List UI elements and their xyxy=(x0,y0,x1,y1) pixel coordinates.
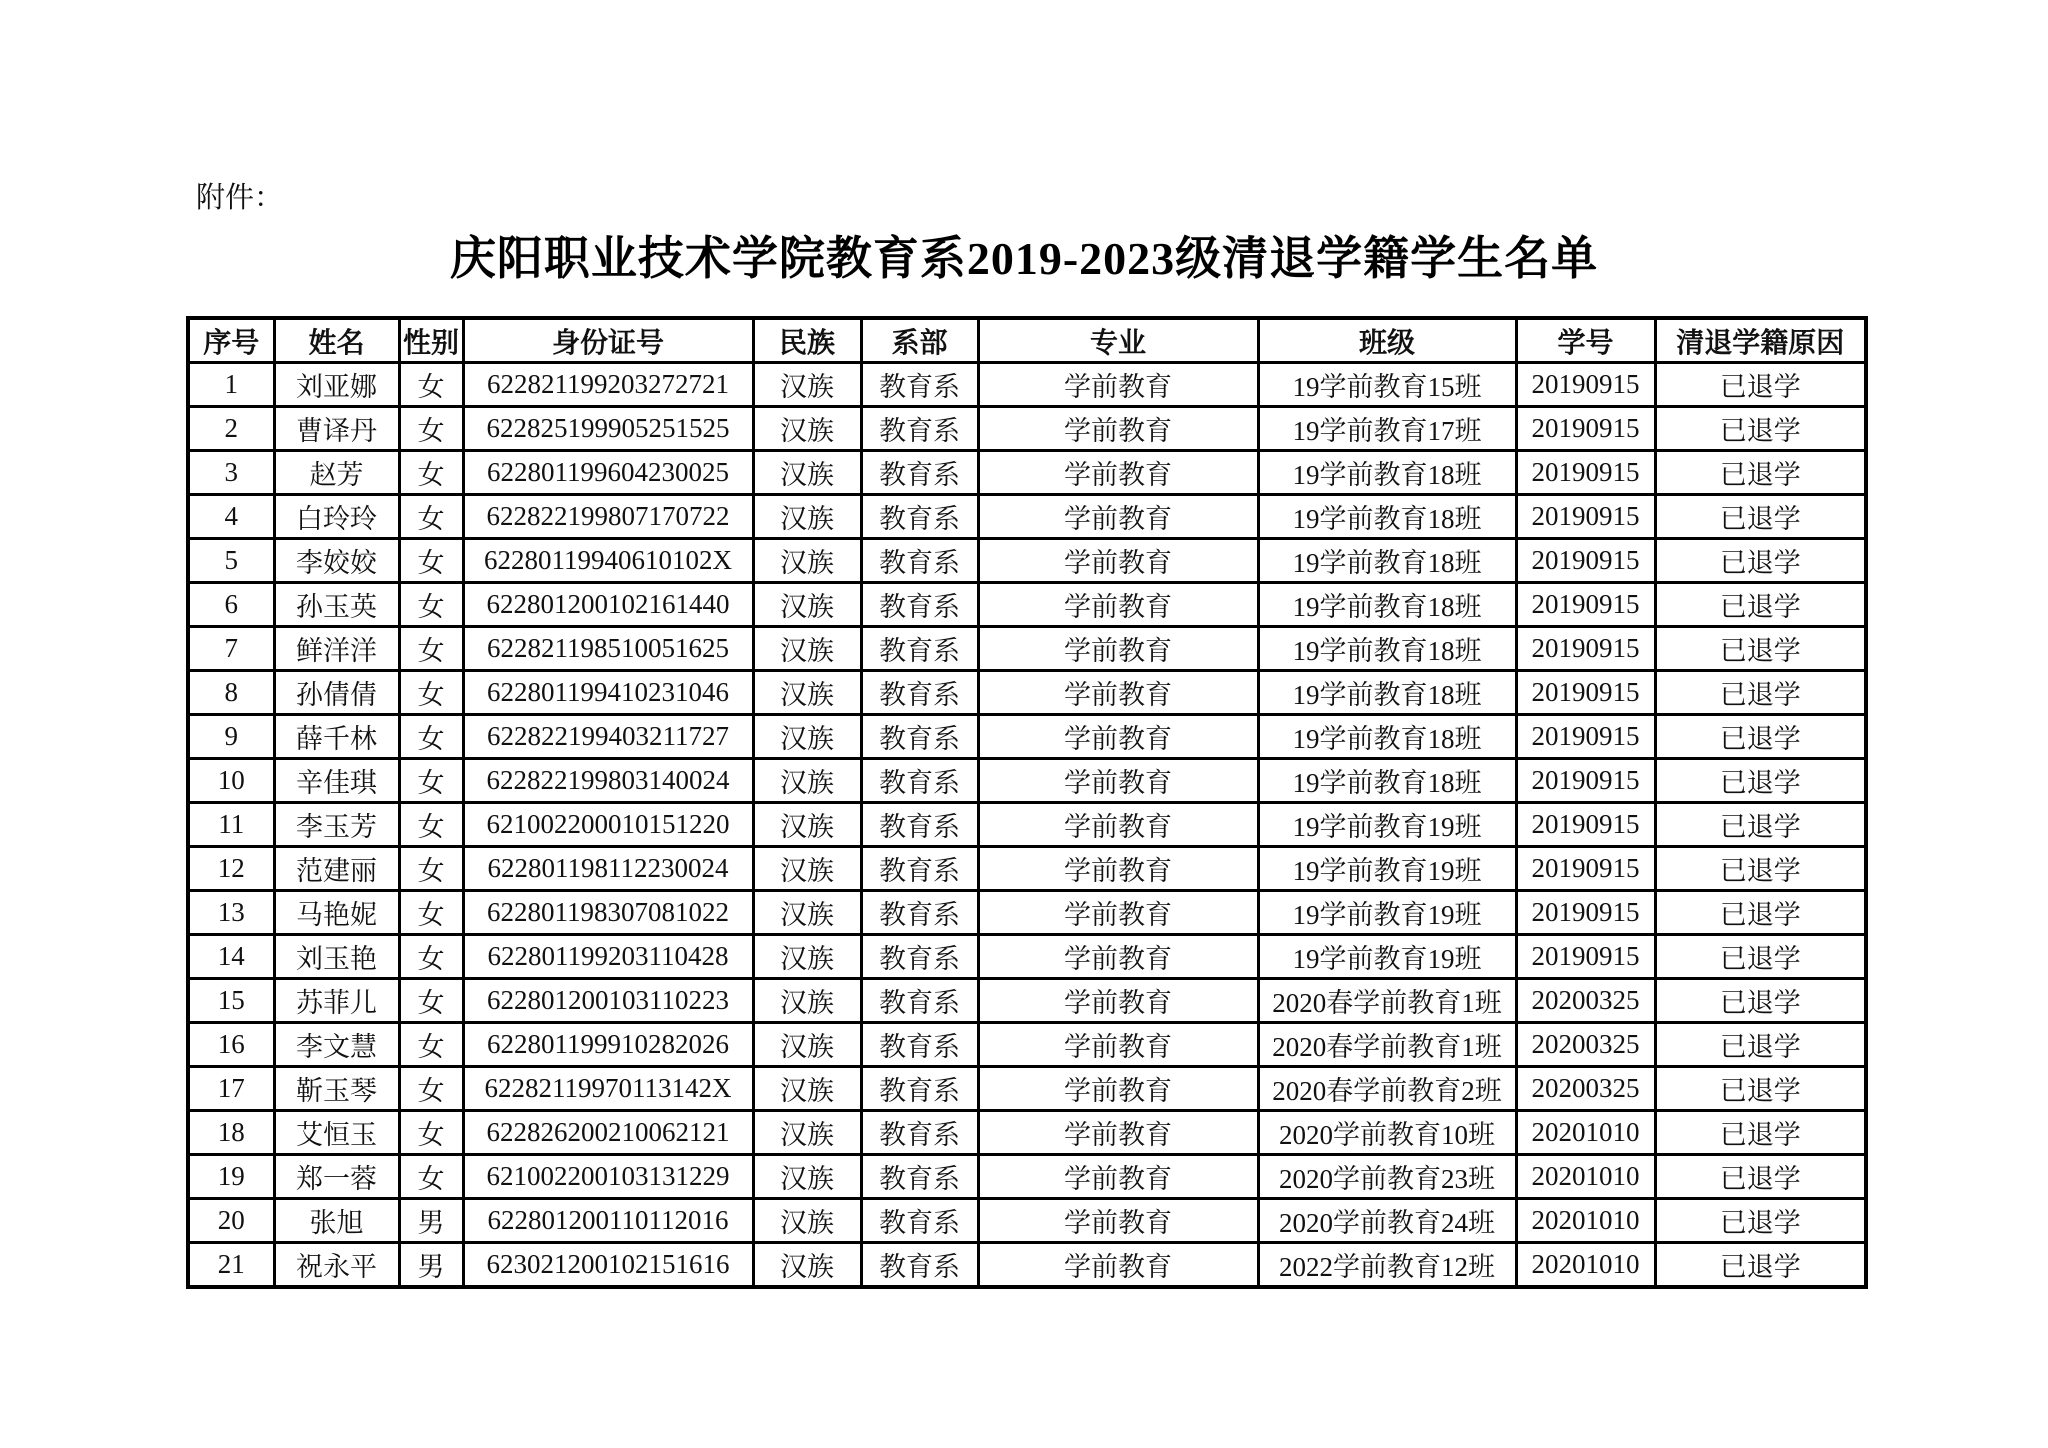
table-cell: 7 xyxy=(188,627,274,671)
table-cell: 祝永平 xyxy=(274,1243,399,1288)
table-cell: 622801199410231046 xyxy=(463,671,753,715)
table-cell: 学前教育 xyxy=(978,1111,1258,1155)
table-cell: 女 xyxy=(399,407,463,451)
table-cell: 汉族 xyxy=(753,539,861,583)
table-cell: 女 xyxy=(399,583,463,627)
table-cell: 教育系 xyxy=(861,451,978,495)
table-cell: 教育系 xyxy=(861,583,978,627)
table-cell: 已退学 xyxy=(1655,363,1866,407)
table-row xyxy=(188,1199,1866,1243)
table-cell: 苏菲儿 xyxy=(274,979,399,1023)
table-cell: 13 xyxy=(188,891,274,935)
table-cell: 8 xyxy=(188,671,274,715)
table-cell: 教育系 xyxy=(861,1243,978,1288)
table-cell: 学前教育 xyxy=(978,891,1258,935)
table-cell: 622801200102161440 xyxy=(463,583,753,627)
table-cell: 62280119940610102X xyxy=(463,539,753,583)
table-row xyxy=(188,803,1866,847)
table-cell: 12 xyxy=(188,847,274,891)
table-cell: 2020春学前教育2班 xyxy=(1258,1067,1516,1111)
table-cell: 汉族 xyxy=(753,979,861,1023)
table-cell: 学前教育 xyxy=(978,803,1258,847)
table-cell: 19学前教育18班 xyxy=(1258,583,1516,627)
table-cell: 学前教育 xyxy=(978,451,1258,495)
table-cell: 622825199905251525 xyxy=(463,407,753,451)
table-cell: 学前教育 xyxy=(978,979,1258,1023)
table-cell: 2 xyxy=(188,407,274,451)
table-cell: 16 xyxy=(188,1023,274,1067)
table-cell: 19学前教育18班 xyxy=(1258,759,1516,803)
table-cell: 女 xyxy=(399,935,463,979)
table-cell: 2020春学前教育1班 xyxy=(1258,1023,1516,1067)
table-cell: 17 xyxy=(188,1067,274,1111)
table-cell: 教育系 xyxy=(861,979,978,1023)
table-cell: 已退学 xyxy=(1655,979,1866,1023)
table-cell: 20190915 xyxy=(1516,495,1655,539)
table-cell: 汉族 xyxy=(753,1155,861,1199)
table-cell: 5 xyxy=(188,539,274,583)
table-cell: 2020学前教育23班 xyxy=(1258,1155,1516,1199)
table-cell: 已退学 xyxy=(1655,847,1866,891)
table-cell: 学前教育 xyxy=(978,1023,1258,1067)
table-cell: 学前教育 xyxy=(978,363,1258,407)
table-cell: 20200325 xyxy=(1516,1067,1655,1111)
table-cell: 汉族 xyxy=(753,495,861,539)
attachment-label: 附件： xyxy=(196,182,284,214)
table-cell: 学前教育 xyxy=(978,935,1258,979)
table-cell: 已退学 xyxy=(1655,1023,1866,1067)
table-cell: 女 xyxy=(399,495,463,539)
table-cell: 学前教育 xyxy=(978,759,1258,803)
table-cell: 622801198307081022 xyxy=(463,891,753,935)
table-row xyxy=(188,759,1866,803)
table-cell: 62282119970113142X xyxy=(463,1067,753,1111)
table-cell: 男 xyxy=(399,1199,463,1243)
table-cell: 20190915 xyxy=(1516,583,1655,627)
table-cell: 教育系 xyxy=(861,935,978,979)
table-cell: 曹译丹 xyxy=(274,407,399,451)
table-cell: 622822199403211727 xyxy=(463,715,753,759)
table-cell: 教育系 xyxy=(861,1111,978,1155)
table-cell: 已退学 xyxy=(1655,539,1866,583)
table-cell: 女 xyxy=(399,451,463,495)
table-cell: 女 xyxy=(399,979,463,1023)
page-title: 庆阳职业技术学院教育系2019-2023级清退学籍学生名单 xyxy=(449,233,1599,284)
table-cell: 鲜洋洋 xyxy=(274,627,399,671)
table-cell: 20190915 xyxy=(1516,847,1655,891)
column-header: 性别 xyxy=(399,318,463,363)
table-row xyxy=(188,363,1866,407)
table-cell: 女 xyxy=(399,363,463,407)
table-cell: 教育系 xyxy=(861,627,978,671)
table-cell: 教育系 xyxy=(861,1067,978,1111)
table-cell: 6 xyxy=(188,583,274,627)
table-cell: 教育系 xyxy=(861,363,978,407)
table-row xyxy=(188,935,1866,979)
table-cell: 19学前教育15班 xyxy=(1258,363,1516,407)
table-cell: 20 xyxy=(188,1199,274,1243)
table-cell: 教育系 xyxy=(861,1155,978,1199)
table-cell: 20201010 xyxy=(1516,1111,1655,1155)
table-cell: 20190915 xyxy=(1516,715,1655,759)
table-cell: 2020学前教育24班 xyxy=(1258,1199,1516,1243)
table-cell: 学前教育 xyxy=(978,539,1258,583)
table-cell: 20200325 xyxy=(1516,1023,1655,1067)
table-row xyxy=(188,1023,1866,1067)
table-cell: 白玲玲 xyxy=(274,495,399,539)
table-cell: 汉族 xyxy=(753,583,861,627)
table-cell: 女 xyxy=(399,715,463,759)
table-cell: 女 xyxy=(399,1067,463,1111)
header-row xyxy=(188,318,1866,363)
table-cell: 20190915 xyxy=(1516,539,1655,583)
table-cell: 学前教育 xyxy=(978,671,1258,715)
table-cell: 张旭 xyxy=(274,1199,399,1243)
table-cell: 15 xyxy=(188,979,274,1023)
table-cell: 学前教育 xyxy=(978,495,1258,539)
table-cell: 女 xyxy=(399,1023,463,1067)
table-cell: 刘玉艳 xyxy=(274,935,399,979)
table-cell: 汉族 xyxy=(753,363,861,407)
table-cell: 19学前教育18班 xyxy=(1258,495,1516,539)
table-cell: 教育系 xyxy=(861,539,978,583)
table-cell: 623021200102151616 xyxy=(463,1243,753,1288)
table-cell: 19学前教育18班 xyxy=(1258,539,1516,583)
table-cell: 20190915 xyxy=(1516,627,1655,671)
table-cell: 靳玉琴 xyxy=(274,1067,399,1111)
table-cell: 学前教育 xyxy=(978,847,1258,891)
table-cell: 11 xyxy=(188,803,274,847)
table-cell: 已退学 xyxy=(1655,715,1866,759)
table-cell: 1 xyxy=(188,363,274,407)
table-row xyxy=(188,847,1866,891)
column-header: 序号 xyxy=(188,318,274,363)
table-cell: 621002200010151220 xyxy=(463,803,753,847)
table-cell: 汉族 xyxy=(753,715,861,759)
table-cell: 已退学 xyxy=(1655,671,1866,715)
table-cell: 已退学 xyxy=(1655,891,1866,935)
table-cell: 汉族 xyxy=(753,803,861,847)
table-row xyxy=(188,1243,1866,1288)
column-header: 民族 xyxy=(753,318,861,363)
table-cell: 汉族 xyxy=(753,627,861,671)
table-cell: 20190915 xyxy=(1516,803,1655,847)
table-row xyxy=(188,1111,1866,1155)
table-row xyxy=(188,891,1866,935)
table-cell: 4 xyxy=(188,495,274,539)
column-header: 姓名 xyxy=(274,318,399,363)
table-row xyxy=(188,627,1866,671)
table-cell: 9 xyxy=(188,715,274,759)
table-cell: 19学前教育18班 xyxy=(1258,451,1516,495)
table-cell: 622801199203110428 xyxy=(463,935,753,979)
table-cell: 学前教育 xyxy=(978,407,1258,451)
table-row xyxy=(188,495,1866,539)
table-cell: 女 xyxy=(399,1155,463,1199)
table-cell: 18 xyxy=(188,1111,274,1155)
table-cell: 汉族 xyxy=(753,451,861,495)
table-cell: 教育系 xyxy=(861,715,978,759)
table-cell: 已退学 xyxy=(1655,1243,1866,1288)
table-cell: 14 xyxy=(188,935,274,979)
table-cell: 2022学前教育12班 xyxy=(1258,1243,1516,1288)
table-cell: 19学前教育19班 xyxy=(1258,935,1516,979)
table-cell: 学前教育 xyxy=(978,1243,1258,1288)
table-cell: 学前教育 xyxy=(978,715,1258,759)
table-cell: 孙玉英 xyxy=(274,583,399,627)
table-cell: 教育系 xyxy=(861,759,978,803)
table-cell: 李文慧 xyxy=(274,1023,399,1067)
table-cell: 622801199910282026 xyxy=(463,1023,753,1067)
table-cell: 622822199803140024 xyxy=(463,759,753,803)
table-cell: 3 xyxy=(188,451,274,495)
table-cell: 汉族 xyxy=(753,891,861,935)
table-cell: 汉族 xyxy=(753,1243,861,1288)
table-cell: 学前教育 xyxy=(978,1067,1258,1111)
table-cell: 汉族 xyxy=(753,1199,861,1243)
table-cell: 汉族 xyxy=(753,1023,861,1067)
table-cell: 教育系 xyxy=(861,495,978,539)
table-cell: 汉族 xyxy=(753,1067,861,1111)
table-cell: 女 xyxy=(399,539,463,583)
table-cell: 汉族 xyxy=(753,407,861,451)
table-cell: 李姣姣 xyxy=(274,539,399,583)
table-cell: 郑一蓉 xyxy=(274,1155,399,1199)
table-cell: 汉族 xyxy=(753,935,861,979)
table-cell: 19学前教育18班 xyxy=(1258,671,1516,715)
table-cell: 2020学前教育10班 xyxy=(1258,1111,1516,1155)
table-cell: 汉族 xyxy=(753,1111,861,1155)
table-cell: 学前教育 xyxy=(978,1155,1258,1199)
column-header: 班级 xyxy=(1258,318,1516,363)
table-cell: 622821199203272721 xyxy=(463,363,753,407)
table-cell: 20190915 xyxy=(1516,891,1655,935)
table-cell: 教育系 xyxy=(861,1199,978,1243)
table-cell: 622801199604230025 xyxy=(463,451,753,495)
table-cell: 学前教育 xyxy=(978,627,1258,671)
table-cell: 教育系 xyxy=(861,803,978,847)
table-cell: 622801200103110223 xyxy=(463,979,753,1023)
table-cell: 20190915 xyxy=(1516,363,1655,407)
table-cell: 19学前教育18班 xyxy=(1258,627,1516,671)
table-row xyxy=(188,671,1866,715)
table-cell: 10 xyxy=(188,759,274,803)
table-cell: 622822199807170722 xyxy=(463,495,753,539)
table-cell: 20200325 xyxy=(1516,979,1655,1023)
table-cell: 已退学 xyxy=(1655,803,1866,847)
table-cell: 女 xyxy=(399,803,463,847)
table-row xyxy=(188,715,1866,759)
table-cell: 621002200103131229 xyxy=(463,1155,753,1199)
table-cell: 20190915 xyxy=(1516,407,1655,451)
table-cell: 薛千林 xyxy=(274,715,399,759)
table-cell: 19学前教育19班 xyxy=(1258,803,1516,847)
table-cell: 教育系 xyxy=(861,407,978,451)
table-cell: 622801198112230024 xyxy=(463,847,753,891)
table-cell: 19学前教育19班 xyxy=(1258,891,1516,935)
column-header: 系部 xyxy=(861,318,978,363)
table-cell: 19 xyxy=(188,1155,274,1199)
table-cell: 教育系 xyxy=(861,891,978,935)
table-cell: 622821198510051625 xyxy=(463,627,753,671)
table-cell: 已退学 xyxy=(1655,1199,1866,1243)
table-cell: 教育系 xyxy=(861,1023,978,1067)
table-cell: 女 xyxy=(399,891,463,935)
table-cell: 19学前教育19班 xyxy=(1258,847,1516,891)
table-cell: 汉族 xyxy=(753,671,861,715)
table-cell: 女 xyxy=(399,1111,463,1155)
table-cell: 辛佳琪 xyxy=(274,759,399,803)
table-cell: 艾恒玉 xyxy=(274,1111,399,1155)
table-cell: 已退学 xyxy=(1655,1155,1866,1199)
table-cell: 19学前教育17班 xyxy=(1258,407,1516,451)
table-cell: 女 xyxy=(399,671,463,715)
table-row xyxy=(188,1155,1866,1199)
table-row xyxy=(188,407,1866,451)
column-header: 身份证号 xyxy=(463,318,753,363)
roster-table-body xyxy=(188,363,1866,1288)
table-cell: 20201010 xyxy=(1516,1243,1655,1288)
table-cell: 教育系 xyxy=(861,671,978,715)
roster-table-header xyxy=(188,318,1866,363)
table-cell: 已退学 xyxy=(1655,627,1866,671)
table-cell: 男 xyxy=(399,1243,463,1288)
table-cell: 20190915 xyxy=(1516,671,1655,715)
column-header: 学号 xyxy=(1516,318,1655,363)
table-cell: 女 xyxy=(399,759,463,803)
table-cell: 孙倩倩 xyxy=(274,671,399,715)
roster-table xyxy=(186,316,1868,1289)
table-cell: 622801200110112016 xyxy=(463,1199,753,1243)
table-cell: 汉族 xyxy=(753,847,861,891)
column-header: 清退学籍原因 xyxy=(1655,318,1866,363)
table-cell: 20190915 xyxy=(1516,935,1655,979)
table-cell: 20201010 xyxy=(1516,1199,1655,1243)
table-cell: 汉族 xyxy=(753,759,861,803)
table-cell: 范建丽 xyxy=(274,847,399,891)
table-cell: 2020春学前教育1班 xyxy=(1258,979,1516,1023)
table-row xyxy=(188,583,1866,627)
table-cell: 教育系 xyxy=(861,847,978,891)
table-cell: 学前教育 xyxy=(978,583,1258,627)
table-cell: 21 xyxy=(188,1243,274,1288)
table-cell: 学前教育 xyxy=(978,1199,1258,1243)
table-cell: 19学前教育18班 xyxy=(1258,715,1516,759)
table-cell: 赵芳 xyxy=(274,451,399,495)
table-cell: 已退学 xyxy=(1655,583,1866,627)
column-header: 专业 xyxy=(978,318,1258,363)
table-cell: 刘亚娜 xyxy=(274,363,399,407)
table-cell: 马艳妮 xyxy=(274,891,399,935)
table-cell: 李玉芳 xyxy=(274,803,399,847)
table-row xyxy=(188,1067,1866,1111)
table-cell: 女 xyxy=(399,847,463,891)
table-cell: 女 xyxy=(399,627,463,671)
table-cell: 20201010 xyxy=(1516,1155,1655,1199)
table-row xyxy=(188,539,1866,583)
table-cell: 20190915 xyxy=(1516,759,1655,803)
table-cell: 已退学 xyxy=(1655,759,1866,803)
table-row xyxy=(188,451,1866,495)
table-cell: 已退学 xyxy=(1655,1111,1866,1155)
table-cell: 已退学 xyxy=(1655,407,1866,451)
table-cell: 已退学 xyxy=(1655,451,1866,495)
table-cell: 622826200210062121 xyxy=(463,1111,753,1155)
table-cell: 20190915 xyxy=(1516,451,1655,495)
table-row xyxy=(188,979,1866,1023)
table-cell: 已退学 xyxy=(1655,935,1866,979)
table-cell: 已退学 xyxy=(1655,1067,1866,1111)
table-cell: 已退学 xyxy=(1655,495,1866,539)
